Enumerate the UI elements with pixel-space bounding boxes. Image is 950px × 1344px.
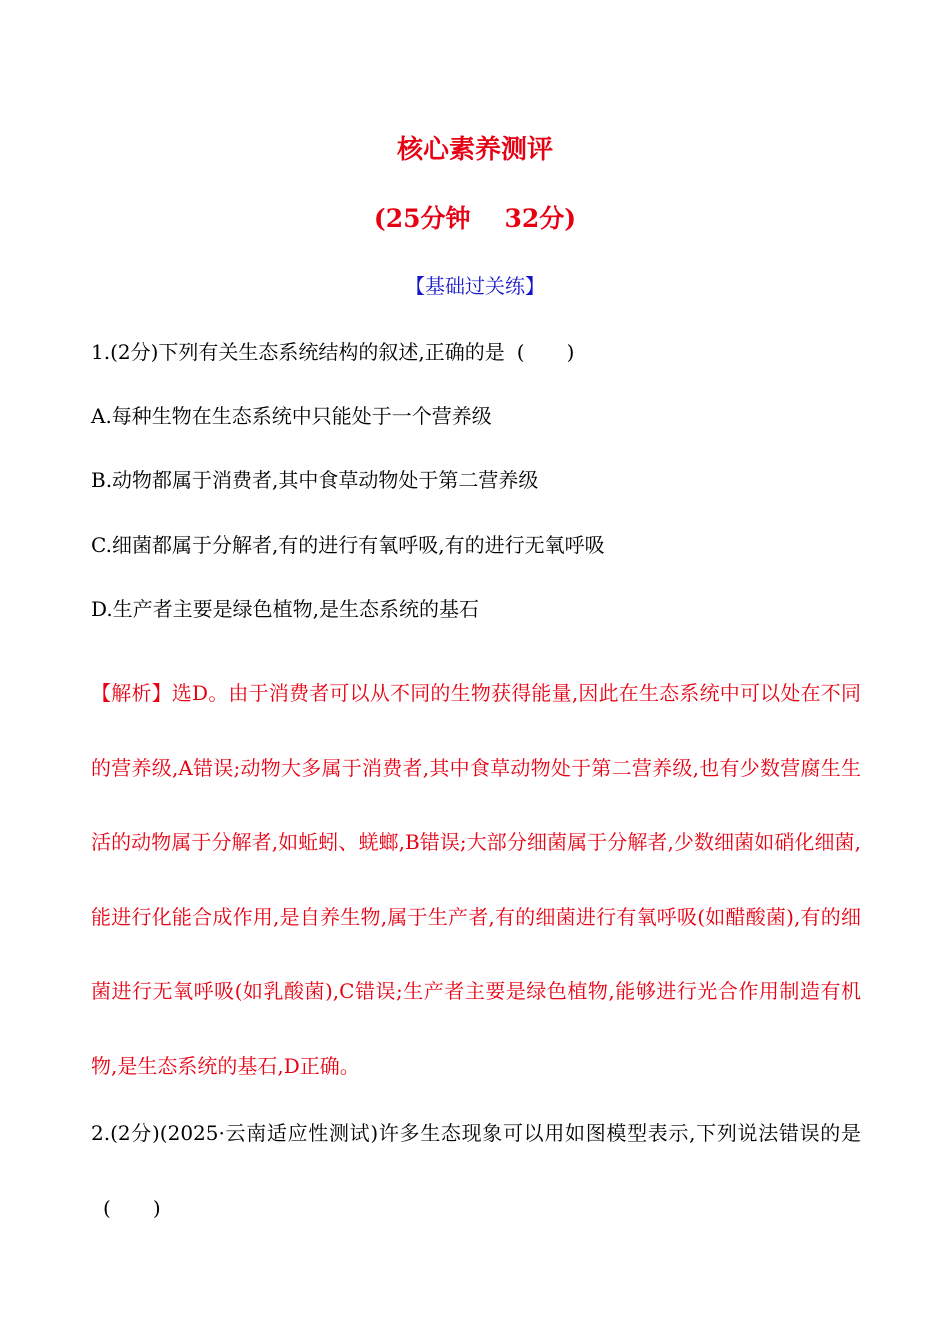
answer-blank: ( ) (103, 1196, 161, 1220)
question-2-stem (91, 1096, 861, 1246)
option-c: C.细菌都属于分解者,有的进行有氧呼吸,有的进行无氧呼吸 (91, 533, 605, 557)
score-text: 32分) (504, 204, 577, 233)
question-1-text: 1.(2分)下列有关生态系统结构的叙述,正确的是 (91, 340, 505, 364)
answer-analysis: 【解析】选D。由于消费者可以从不同的生物获得能量,因此在生态系统中可以处在不同的营养级,A错误;动物大多属于消费者,其中食草动物处于第二营养级,也有少数营腐生生活的动物属于分解者,如蚯蚓、蜣螂,B错误;大部分细菌属于分解者,少数细菌如硝化细菌,能进行化能合成作用,是自养生物,属于生产者,有的细菌进行有氧呼吸(如醋酸菌),有的细菌进行无氧呼吸(如乳酸菌),C错误;生产者主要是绿色植物,能够进行光合作用制造有机物,是生态系统的基石,D正确。 (91, 681, 861, 1078)
answer-blank: ( ) (516, 340, 575, 364)
question-1-stem (91, 337, 861, 367)
option-a: A.每种生物在生态系统中只能处于一个营养级 (91, 404, 492, 428)
test-duration-and-score (0, 201, 950, 237)
section-heading: 【基础过关练】 (405, 274, 545, 298)
option-b: B.动物都属于消费者,其中食草动物处于第二营养级 (91, 468, 539, 492)
question-2-text: 2.(2分)(2025·云南适应性测试)许多生态现象可以用如图模型表示,下列说法错误的是 (91, 1121, 861, 1145)
page-title: 核心素养测评 (396, 135, 553, 165)
duration-text: (25分钟 (373, 204, 471, 233)
option-d: D.生产者主要是绿色植物,是生态系统的基石 (91, 597, 480, 621)
